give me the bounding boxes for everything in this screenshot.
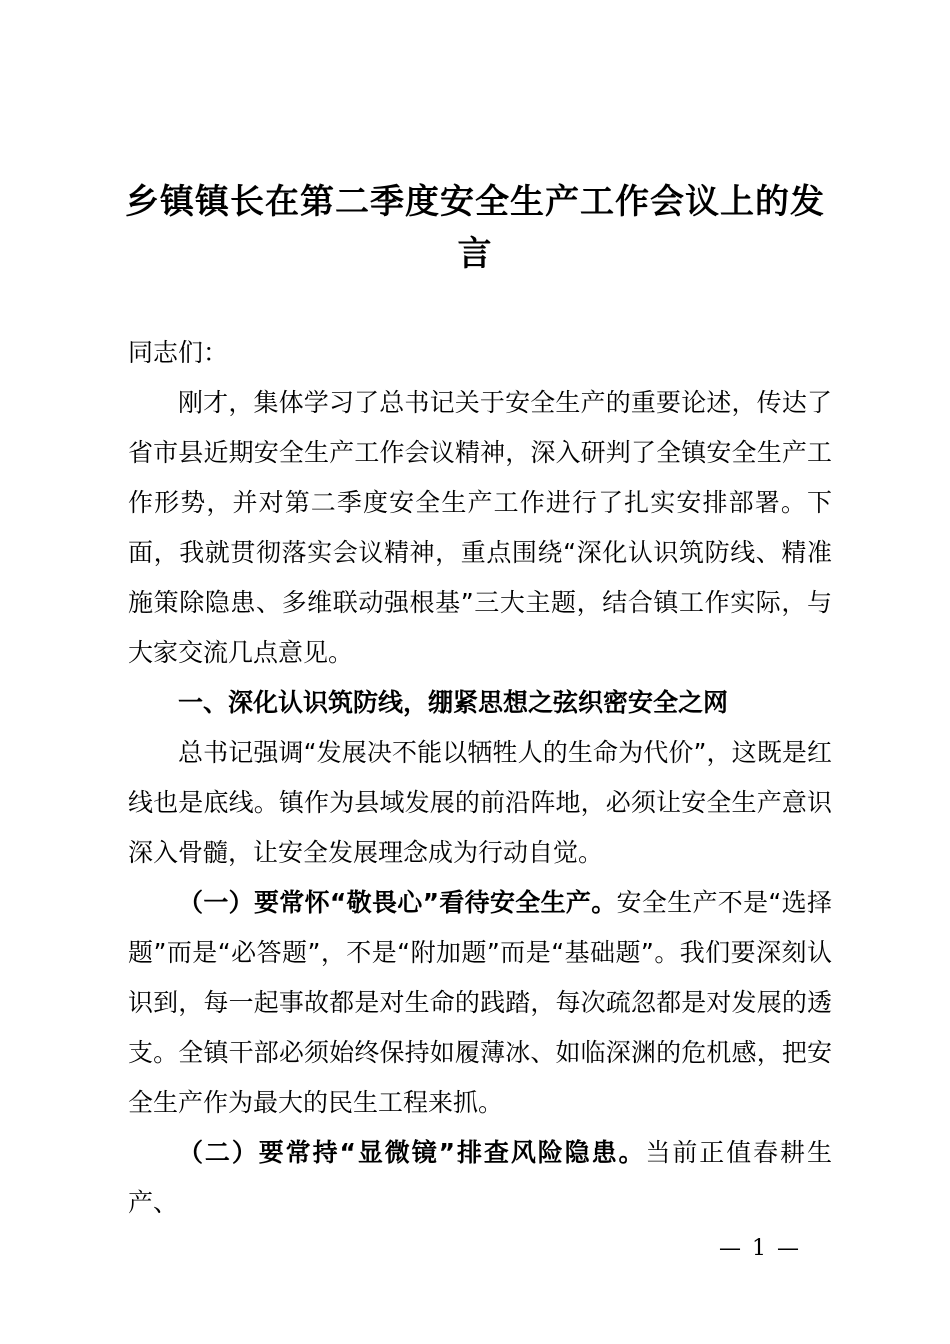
item-2-text: 当前正值春耕生产、	[128, 1138, 832, 1217]
page-number: — 1 —	[719, 1236, 801, 1261]
section-1-intro: 总书记强调“发展决不能以牺牲人的生命为代价”，这既是红线也是底线。镇作为县域发展的前沿阵地，必须让安全生产意识深入骨髓，让安全发展理念成为行动自觉。	[128, 738, 832, 867]
item-1-paragraph	[128, 878, 832, 1128]
item-1-text: 安全生产不是“选择题”而是“必答题”，不是“附加题”而是“基础题”。我们要深刻认识到，每一起事故都是对生命的践踏，每次疏忽都是对发展的透支。全镇干部必须始终保持如履薄冰、如临深渊的危机感，把安全生产作为最大的民生工程来抓。	[128, 888, 832, 1117]
document-body	[128, 328, 832, 1228]
document-title: 乡镇镇长在第二季度安全生产工作会议上的发言	[125, 182, 825, 274]
item-1-lead: （一）要常怀“敬畏心”看待安全生产。	[178, 888, 617, 917]
section-heading-1: 一、深化认识筑防线，绷紧思想之弦织密安全之网	[178, 688, 729, 717]
item-2-paragraph	[128, 1128, 832, 1228]
opening-paragraph: 刚才，集体学习了总书记关于安全生产的重要论述，传达了省市县近期安全生产工作会议精神，深入研判了全镇安全生产工作形势，并对第二季度安全生产工作进行了扎实安排部署。下面，我就贯彻落实会议精神，重点围绕“深化认识筑防线、精准施策除隐患、多维联动强根基”三大主题，结合镇工作实际，与大家交流几点意见。	[128, 388, 832, 667]
salutation: 同志们：	[128, 338, 229, 367]
item-2-lead: （二）要常持“显微镜”排查风险隐患。	[178, 1138, 646, 1167]
